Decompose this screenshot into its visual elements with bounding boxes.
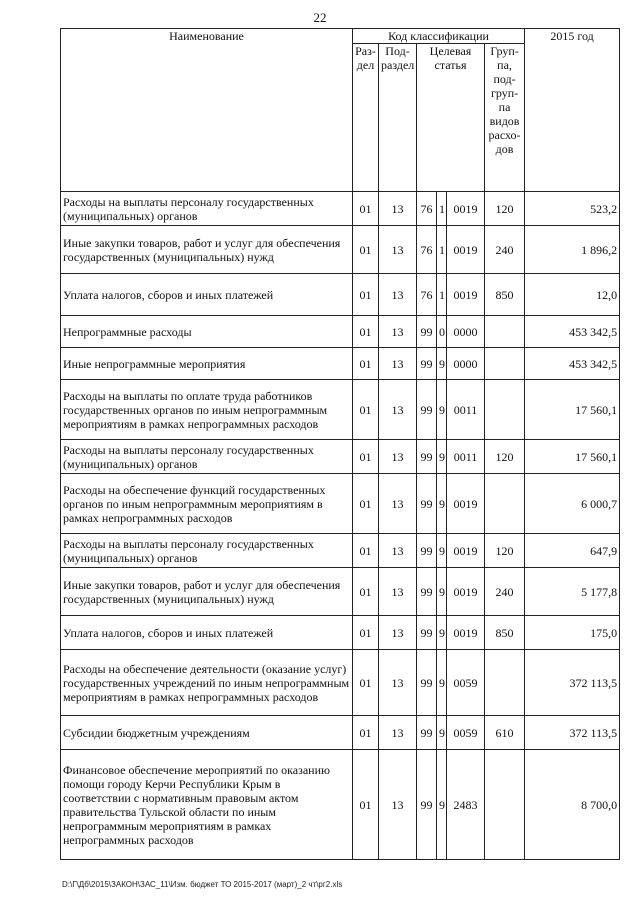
row-program-code: 99 <box>417 380 437 440</box>
row-podrazdel: 13 <box>379 192 417 226</box>
row-name: Расходы на выплаты персоналу государственных (муниципальных) органов <box>61 534 353 568</box>
row-razdel: 01 <box>353 716 379 750</box>
row-razdel: 01 <box>353 568 379 616</box>
row-direction-code: 0019 <box>447 474 485 534</box>
row-subprogram-code: 9 <box>437 380 447 440</box>
header-name: Наименование <box>61 29 353 192</box>
row-razdel: 01 <box>353 192 379 226</box>
header-code-group: Код классификации <box>353 29 525 44</box>
row-subprogram-code: 9 <box>437 474 447 534</box>
row-razdel: 01 <box>353 274 379 316</box>
row-expense-type: 610 <box>485 716 525 750</box>
row-podrazdel: 13 <box>379 534 417 568</box>
row-direction-code: 0019 <box>447 616 485 650</box>
row-direction-code: 0019 <box>447 534 485 568</box>
row-expense-type <box>485 750 525 860</box>
row-subprogram-code: 1 <box>437 192 447 226</box>
row-name: Расходы на выплаты по оплате труда работников государственных органов по иным непрограммным мероприятиям в рамках непрограммных расходов <box>61 380 353 440</box>
table-row <box>61 192 620 226</box>
row-expense-type <box>485 380 525 440</box>
row-podrazdel: 13 <box>379 474 417 534</box>
row-podrazdel: 13 <box>379 568 417 616</box>
row-program-code: 99 <box>417 440 437 474</box>
row-expense-type: 850 <box>485 616 525 650</box>
row-subprogram-code: 9 <box>437 534 447 568</box>
row-direction-code: 0011 <box>447 380 485 440</box>
budget-table <box>60 28 620 860</box>
row-direction-code: 0011 <box>447 440 485 474</box>
row-direction-code: 0019 <box>447 226 485 274</box>
row-subprogram-code: 9 <box>437 568 447 616</box>
header-target: Целевая статья <box>417 44 485 192</box>
row-expense-type <box>485 650 525 716</box>
header-podrazdel: Под-раздел <box>379 44 417 192</box>
row-expense-type <box>485 316 525 348</box>
row-direction-code: 2483 <box>447 750 485 860</box>
row-expense-type: 240 <box>485 226 525 274</box>
table-body <box>61 192 620 860</box>
row-razdel: 01 <box>353 750 379 860</box>
row-subprogram-code: 0 <box>437 316 447 348</box>
row-program-code: 99 <box>417 348 437 380</box>
row-name: Расходы на обеспечение деятельности (оказание услуг) государственных учреждений по иным непрограммным мероприятиям в рамках непрограммных расходов <box>61 650 353 716</box>
row-podrazdel: 13 <box>379 440 417 474</box>
row-name: Субсидии бюджетным учреждениям <box>61 716 353 750</box>
row-razdel: 01 <box>353 348 379 380</box>
row-razdel: 01 <box>353 534 379 568</box>
row-program-code: 99 <box>417 716 437 750</box>
row-subprogram-code: 9 <box>437 750 447 860</box>
row-direction-code: 0019 <box>447 568 485 616</box>
row-expense-type: 120 <box>485 440 525 474</box>
header-group: Груп-па, под-груп-па видов расхо-дов <box>485 44 525 192</box>
row-podrazdel: 13 <box>379 380 417 440</box>
table-row <box>61 534 620 568</box>
row-podrazdel: 13 <box>379 274 417 316</box>
row-expense-type: 240 <box>485 568 525 616</box>
table-row <box>61 226 620 274</box>
header-razdel: Раз-дел <box>353 44 379 192</box>
table-row <box>61 348 620 380</box>
row-direction-code: 0059 <box>447 650 485 716</box>
row-podrazdel: 13 <box>379 316 417 348</box>
row-expense-type <box>485 348 525 380</box>
table-row <box>61 568 620 616</box>
row-name: Расходы на обеспечение функций государственных органов по иным непрограммным мероприятиям в рамках непрограммных расходов <box>61 474 353 534</box>
table-row <box>61 440 620 474</box>
row-podrazdel: 13 <box>379 348 417 380</box>
row-expense-type <box>485 474 525 534</box>
row-amount: 647,9 <box>525 534 620 568</box>
row-amount: 5 177,8 <box>525 568 620 616</box>
table-row <box>61 650 620 716</box>
row-name: Иные закупки товаров, работ и услуг для обеспечения государственных (муниципальных) нужд <box>61 226 353 274</box>
row-name: Уплата налогов, сборов и иных платежей <box>61 274 353 316</box>
row-subprogram-code: 9 <box>437 440 447 474</box>
row-razdel: 01 <box>353 380 379 440</box>
row-name: Расходы на выплаты персоналу государственных (муниципальных) органов <box>61 192 353 226</box>
row-name: Непрограммные расходы <box>61 316 353 348</box>
row-direction-code: 0019 <box>447 274 485 316</box>
row-expense-type: 120 <box>485 192 525 226</box>
row-amount: 453 342,5 <box>525 348 620 380</box>
row-razdel: 01 <box>353 474 379 534</box>
row-name: Иные непрограммные мероприятия <box>61 348 353 380</box>
table-row <box>61 380 620 440</box>
row-subprogram-code: 9 <box>437 348 447 380</box>
row-razdel: 01 <box>353 226 379 274</box>
row-amount: 523,2 <box>525 192 620 226</box>
row-amount: 17 560,1 <box>525 380 620 440</box>
row-program-code: 99 <box>417 568 437 616</box>
row-direction-code: 0000 <box>447 348 485 380</box>
row-program-code: 99 <box>417 474 437 534</box>
table-row <box>61 716 620 750</box>
row-amount: 12,0 <box>525 274 620 316</box>
row-name: Уплата налогов, сборов и иных платежей <box>61 616 353 650</box>
row-amount: 453 342,5 <box>525 316 620 348</box>
row-name: Финансовое обеспечение мероприятий по оказанию помощи городу Керчи Республики Крым в соответствии с нормативным правовым актом правительства Тульской области по иным непрограммным мероприятиям в рамках непрограммных расходов <box>61 750 353 860</box>
row-podrazdel: 13 <box>379 226 417 274</box>
row-expense-type: 120 <box>485 534 525 568</box>
row-program-code: 99 <box>417 616 437 650</box>
row-podrazdel: 13 <box>379 750 417 860</box>
row-program-code: 99 <box>417 650 437 716</box>
row-program-code: 99 <box>417 534 437 568</box>
row-podrazdel: 13 <box>379 616 417 650</box>
row-program-code: 99 <box>417 316 437 348</box>
row-amount: 372 113,5 <box>525 716 620 750</box>
row-amount: 6 000,7 <box>525 474 620 534</box>
row-amount: 175,0 <box>525 616 620 650</box>
row-program-code: 99 <box>417 750 437 860</box>
row-amount: 17 560,1 <box>525 440 620 474</box>
footer-file-path: D:\Г\Дб\2015\ЗАКОН\ЗАС_11\Изм. бюджет ТО 2015-2017 (март)_2 чт\рг2.xls <box>62 880 343 889</box>
table-row <box>61 474 620 534</box>
row-subprogram-code: 9 <box>437 650 447 716</box>
table-row <box>61 316 620 348</box>
row-subprogram-code: 1 <box>437 274 447 316</box>
row-program-code: 76 <box>417 226 437 274</box>
row-amount: 1 896,2 <box>525 226 620 274</box>
row-razdel: 01 <box>353 440 379 474</box>
row-subprogram-code: 1 <box>437 226 447 274</box>
row-subprogram-code: 9 <box>437 616 447 650</box>
row-razdel: 01 <box>353 650 379 716</box>
table-row <box>61 616 620 650</box>
row-name: Иные закупки товаров, работ и услуг для обеспечения государственных (муниципальных) нужд <box>61 568 353 616</box>
row-amount: 8 700,0 <box>525 750 620 860</box>
page-number: 22 <box>313 10 327 25</box>
row-podrazdel: 13 <box>379 716 417 750</box>
row-razdel: 01 <box>353 616 379 650</box>
header-year: 2015 год <box>525 29 620 192</box>
row-direction-code: 0059 <box>447 716 485 750</box>
row-direction-code: 0019 <box>447 192 485 226</box>
table-row <box>61 274 620 316</box>
table-row <box>61 750 620 860</box>
row-program-code: 76 <box>417 274 437 316</box>
row-amount: 372 113,5 <box>525 650 620 716</box>
row-name: Расходы на выплаты персоналу государственных (муниципальных) органов <box>61 440 353 474</box>
row-expense-type: 850 <box>485 274 525 316</box>
row-program-code: 76 <box>417 192 437 226</box>
row-direction-code: 0000 <box>447 316 485 348</box>
row-razdel: 01 <box>353 316 379 348</box>
row-podrazdel: 13 <box>379 650 417 716</box>
row-subprogram-code: 9 <box>437 716 447 750</box>
